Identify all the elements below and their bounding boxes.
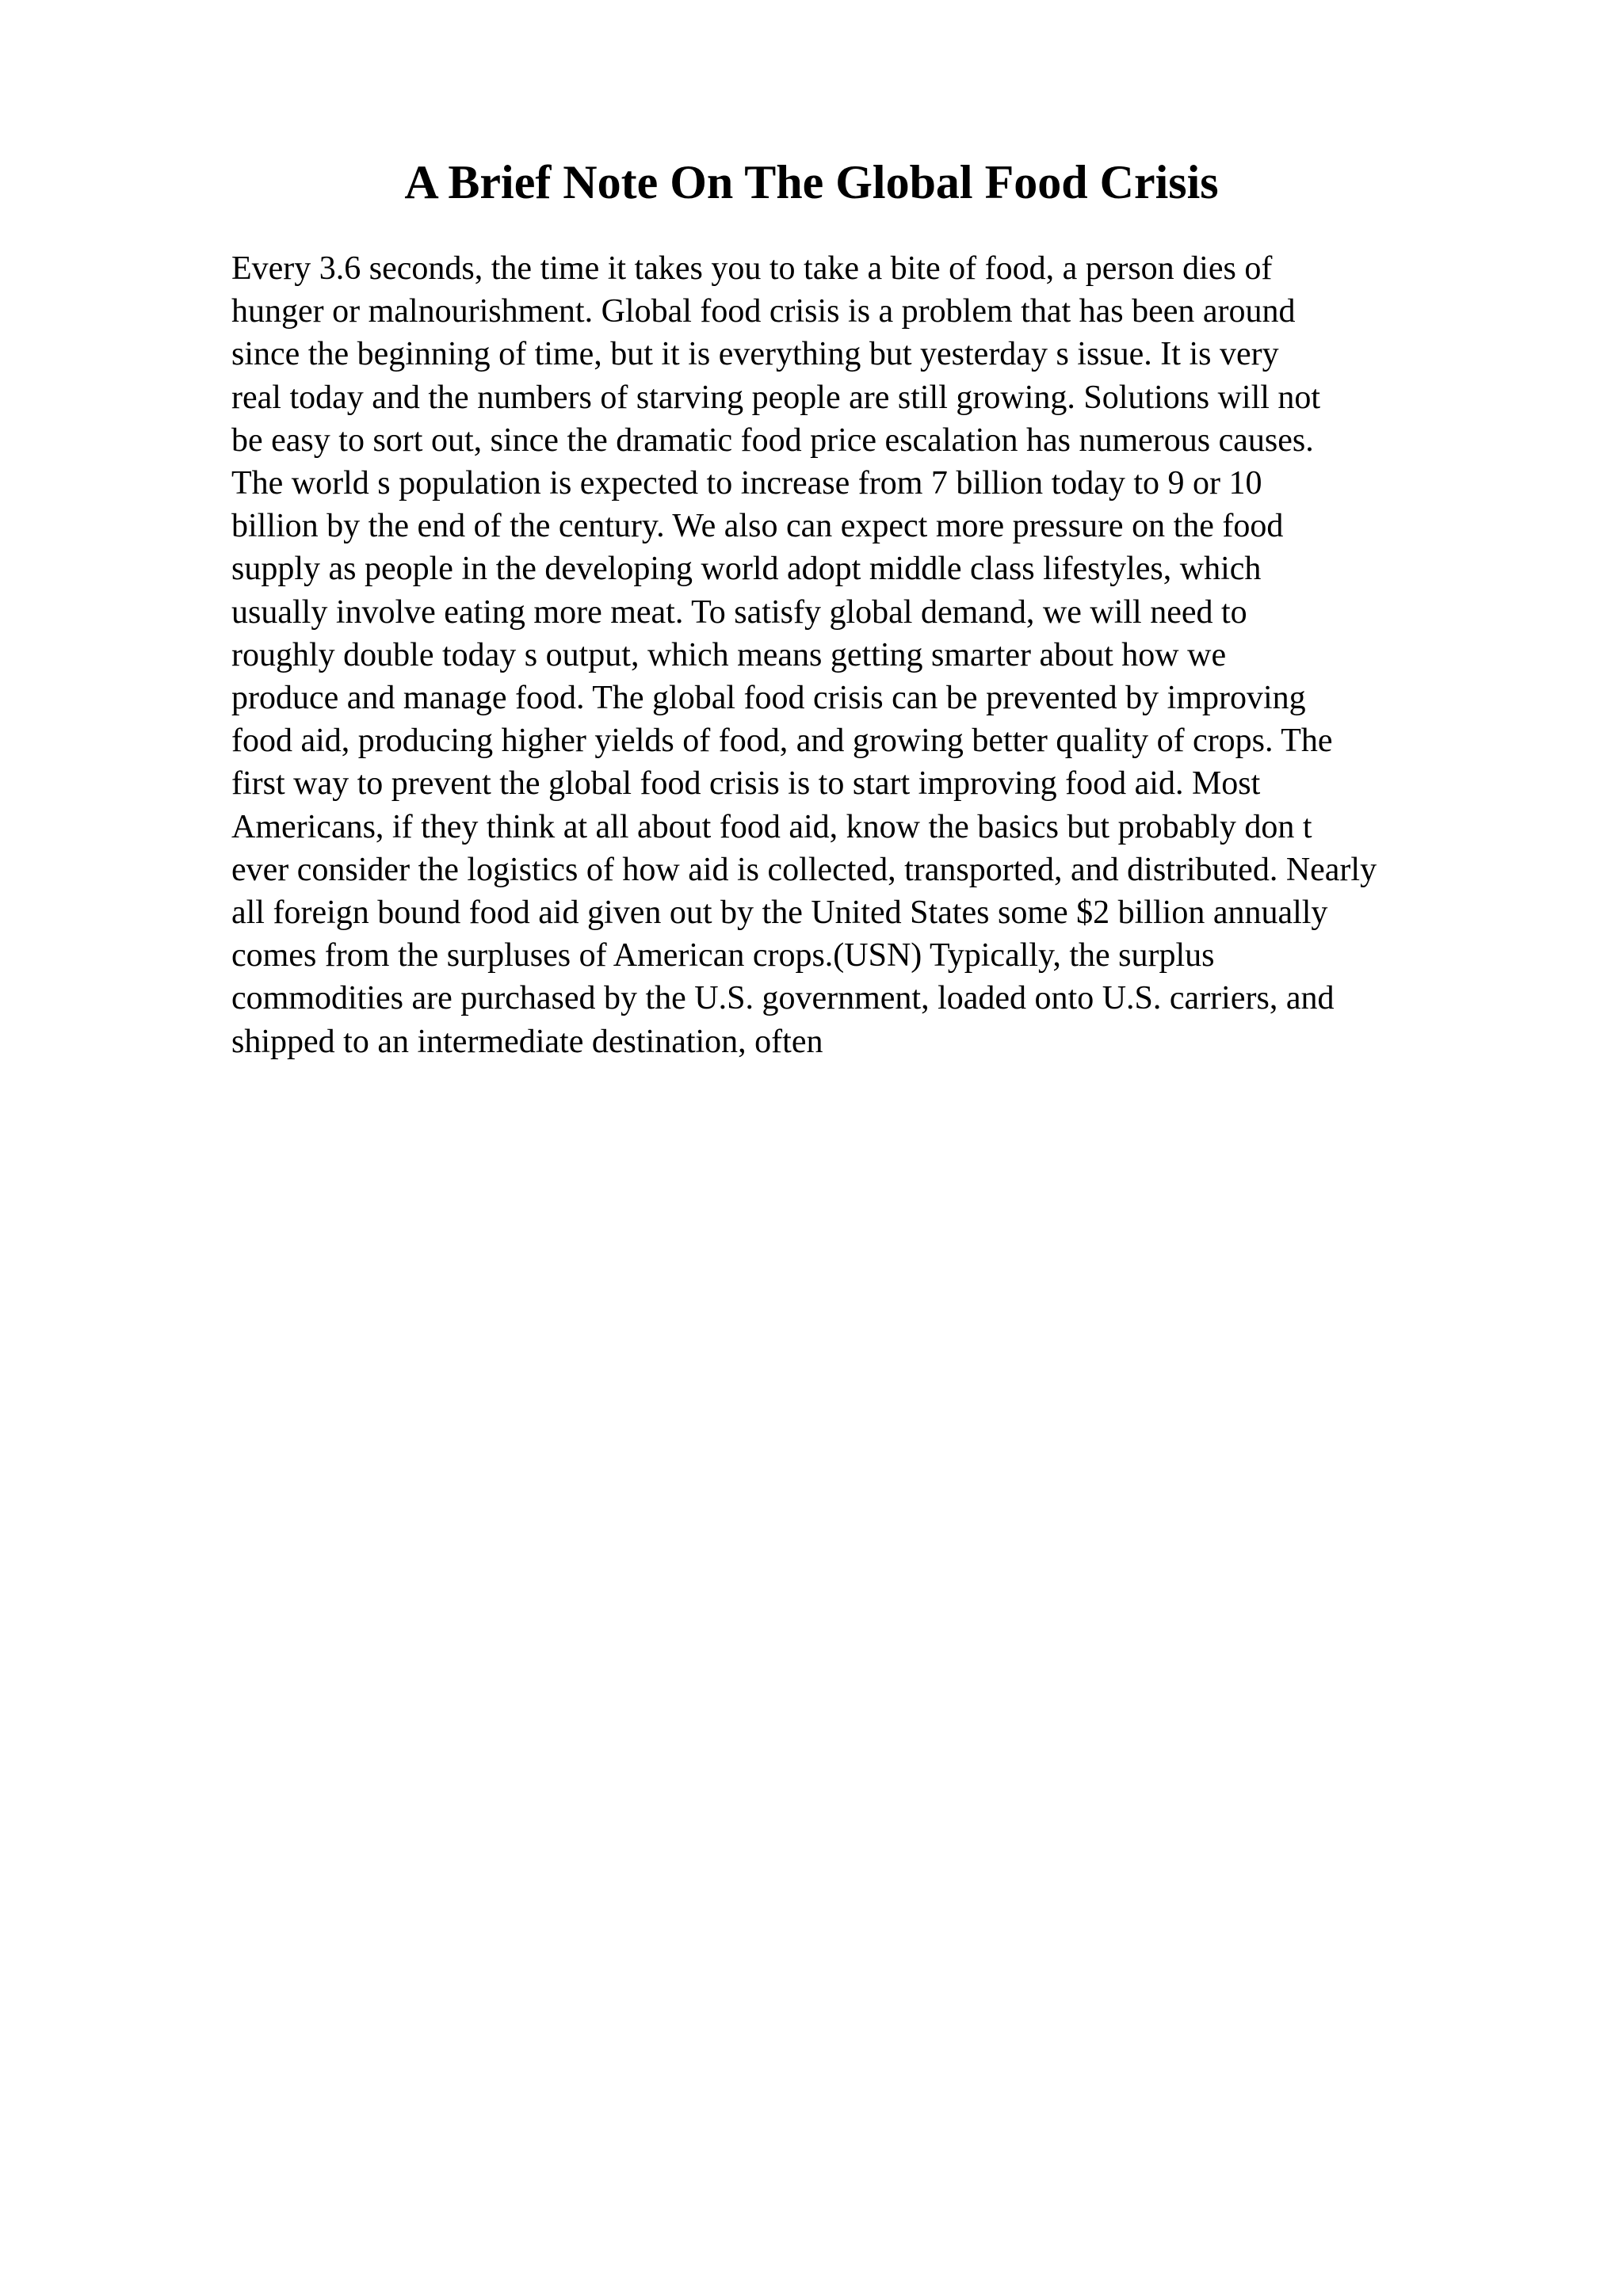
body-line: be easy to sort out, since the dramatic food price escalation has numerous causes. xyxy=(231,421,1314,459)
body-line: food aid, producing higher yields of food, and growing better quality of crops. The xyxy=(231,723,1333,760)
body-line: produce and manage food. The global food crisis can be prevented by improving xyxy=(231,680,1306,717)
document-body xyxy=(231,247,1515,1063)
document-title: A Brief Note On The Global Food Crisis xyxy=(404,156,1219,208)
body-line: billion by the end of the century. We also can expect more pressure on the food xyxy=(231,508,1284,545)
body-line: since the beginning of time, but it is everything but yesterday s issue. It is very xyxy=(231,336,1279,373)
body-line: all foreign bound food aid given out by the United States some $2 billion annually xyxy=(231,894,1328,932)
body-line: The world s population is expected to increase from 7 billion today to 9 or 10 xyxy=(231,465,1262,502)
body-line: shipped to an intermediate destination, often xyxy=(231,1023,823,1060)
body-line: Every 3.6 seconds, the time it takes you to take a bite of food, a person dies of xyxy=(231,250,1273,287)
body-line: first way to prevent the global food crisis is to start improving food aid. Most xyxy=(231,765,1261,803)
body-line: usually involve eating more meat. To satisfy global demand, we will need to xyxy=(231,593,1247,631)
body-line: comes from the surpluses of American crops.(USN) Typically, the surplus xyxy=(231,937,1215,974)
body-line: real today and the numbers of starving people are still growing. Solutions will not xyxy=(231,379,1321,416)
body-line: ever consider the logistics of how aid is collected, transported, and distributed. Nearly xyxy=(231,851,1377,888)
body-line: hunger or malnourishment. Global food crisis is a problem that has been around xyxy=(231,293,1296,330)
body-line: commodities are purchased by the U.S. government, loaded onto U.S. carriers, and xyxy=(231,980,1335,1017)
body-line: supply as people in the developing world adopt middle class lifestyles, which xyxy=(231,551,1262,588)
body-line: roughly double today s output, which means getting smarter about how we xyxy=(231,636,1227,673)
body-line: Americans, if they think at all about food aid, know the basics but probably don t xyxy=(231,808,1312,845)
